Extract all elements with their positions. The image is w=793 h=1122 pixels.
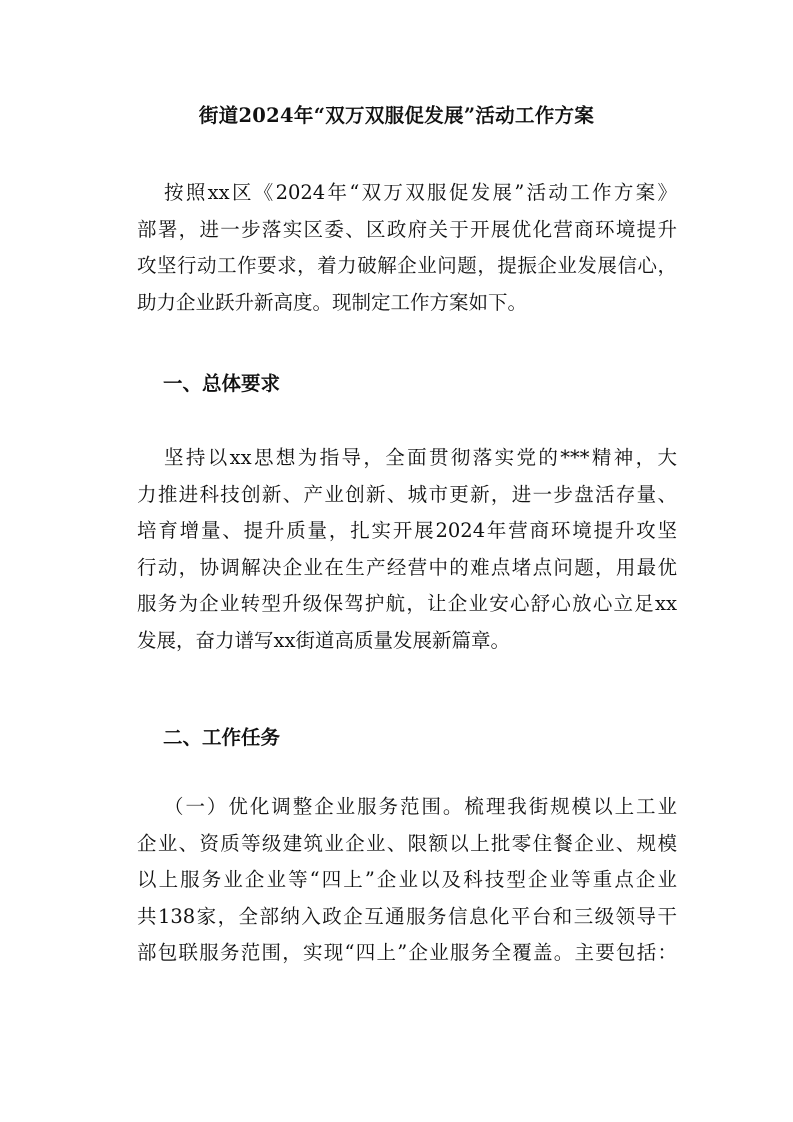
work-tasks-line: 共138家，全部纳入政企互通服务信息化平台和三级领导干 — [137, 904, 677, 928]
general-requirements-line: 坚持以xx思想为指导，全面贯彻落实党的***精神，大 — [164, 446, 677, 469]
general-requirements-line: 力推进科技创新、产业创新、城市更新，进一步盘活存量、 — [137, 482, 677, 506]
general-requirements-paragraph — [137, 440, 677, 660]
intro-line: 按照xx区《2024年“双万双服促发展”活动工作方案》 — [164, 181, 677, 204]
intro-line: 攻坚行动工作要求，着力破解企业问题，提振企业发展信心， — [137, 254, 677, 278]
work-tasks-line: （一）优化调整企业服务范围。梳理我街规模以上工业 — [164, 795, 677, 818]
intro-paragraph — [137, 175, 677, 321]
general-requirements-line: 行动，协调解决企业在生产经营中的难点堵点问题，用最优 — [137, 555, 677, 579]
document-title: 街道2024年“双万双服促发展”活动工作方案 — [198, 104, 595, 127]
intro-line: 助力企业跃升新高度。现制定工作方案如下。 — [137, 290, 528, 314]
intro-line: 部署，进一步落实区委、区政府关于开展优化营商环境提升 — [137, 217, 677, 241]
general-requirements-line: 培育增量、提升质量，扎实开展2024年营商环境提升攻坚 — [137, 519, 677, 543]
work-tasks-line: 以上服务业企业等“四上”企业以及科技型企业等重点企业 — [137, 868, 677, 892]
work-tasks-paragraph — [137, 789, 677, 972]
general-requirements-line: 服务为企业转型升级保驾护航，让企业安心舒心放心立足xx — [137, 592, 677, 616]
section-heading-general-requirements: 一、总体要求 — [163, 372, 281, 395]
work-tasks-line: 部包联服务范围，实现“四上”企业服务全覆盖。主要包括： — [137, 941, 677, 965]
general-requirements-line: 发展，奋力谱写xx街道高质量发展新篇章。 — [137, 628, 510, 652]
section-heading-work-tasks: 二、工作任务 — [163, 726, 281, 749]
work-tasks-line: 企业、资质等级建筑业企业、限额以上批零住餐企业、规模 — [137, 831, 677, 855]
